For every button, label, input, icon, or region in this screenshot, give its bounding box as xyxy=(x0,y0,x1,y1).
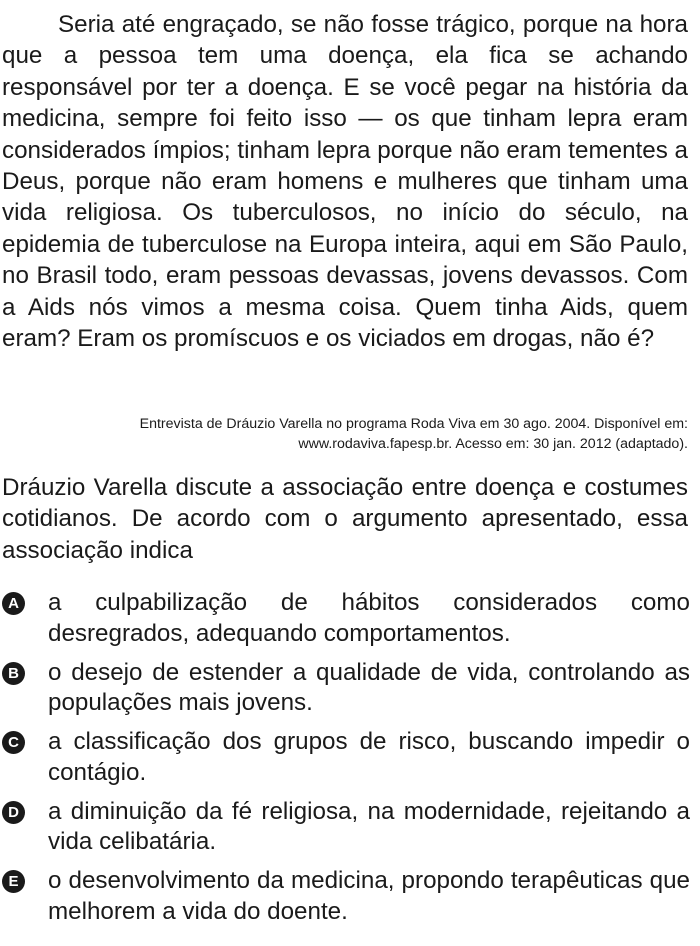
answer-options xyxy=(0,588,690,936)
option-d-text: a diminuição da fé religiosa, na modernidade, rejeitando a vida celibatária. xyxy=(48,797,690,855)
option-a[interactable] xyxy=(0,588,690,649)
option-d[interactable] xyxy=(0,797,690,858)
option-a-letter-badge: A xyxy=(2,592,25,615)
interview-passage: Seria até engraçado, se não fosse trágico, porque na hora que a pessoa tem uma doença, ela fica se achando responsável por ter a doença. E se você pegar na história da medicina, sempre foi feito isso — os que tinham lepra eram considerados ímpios; tinham lepra porque não eram tementes a Deus, porque não eram homens e mulheres que tinham uma vida religiosa. Os tuberculosos, no início do século, na epidemia de tuberculose na Europa inteira, aqui em São Paulo, no Brasil todo, eram pessoas devassas, jovens devassos. Com a Aids nós vimos a mesma coisa. Quem tinha Aids, quem eram? Eram os promíscuos e os viciados em drogas, não é? xyxy=(2,11,688,353)
option-b-letter-badge: B xyxy=(2,662,25,685)
citation-line-1: Entrevista de Dráuzio Varella no programa Roda Viva em 30 ago. 2004. Disponível em: xyxy=(139,416,688,432)
option-d-letter-badge: D xyxy=(2,801,25,824)
question-stem: Dráuzio Varella discute a associação entre doença e costumes cotidianos. De acordo com o argumento apresentado, essa associação indica xyxy=(2,474,688,564)
option-a-text: a culpabilização de hábitos considerados como desregrados, adequando comportamentos. xyxy=(48,589,690,647)
citation-line-2: www.rodaviva.fapesp.br. Acesso em: 30 jan. 2012 (adaptado). xyxy=(298,436,688,452)
option-b[interactable] xyxy=(0,658,690,719)
option-e-text: o desenvolvimento da medicina, propondo terapêuticas que melhorem a vida do doente. xyxy=(48,867,690,925)
option-e[interactable] xyxy=(0,866,690,927)
option-c-text: a classificação dos grupos de risco, buscando impedir o contágio. xyxy=(48,728,690,786)
option-e-letter-badge: E xyxy=(2,870,25,893)
source-citation xyxy=(2,414,688,454)
option-c[interactable] xyxy=(0,727,690,788)
option-b-text: o desejo de estender a qualidade de vida, controlando as populações mais jovens. xyxy=(48,658,690,716)
option-c-letter-badge: C xyxy=(2,731,25,754)
